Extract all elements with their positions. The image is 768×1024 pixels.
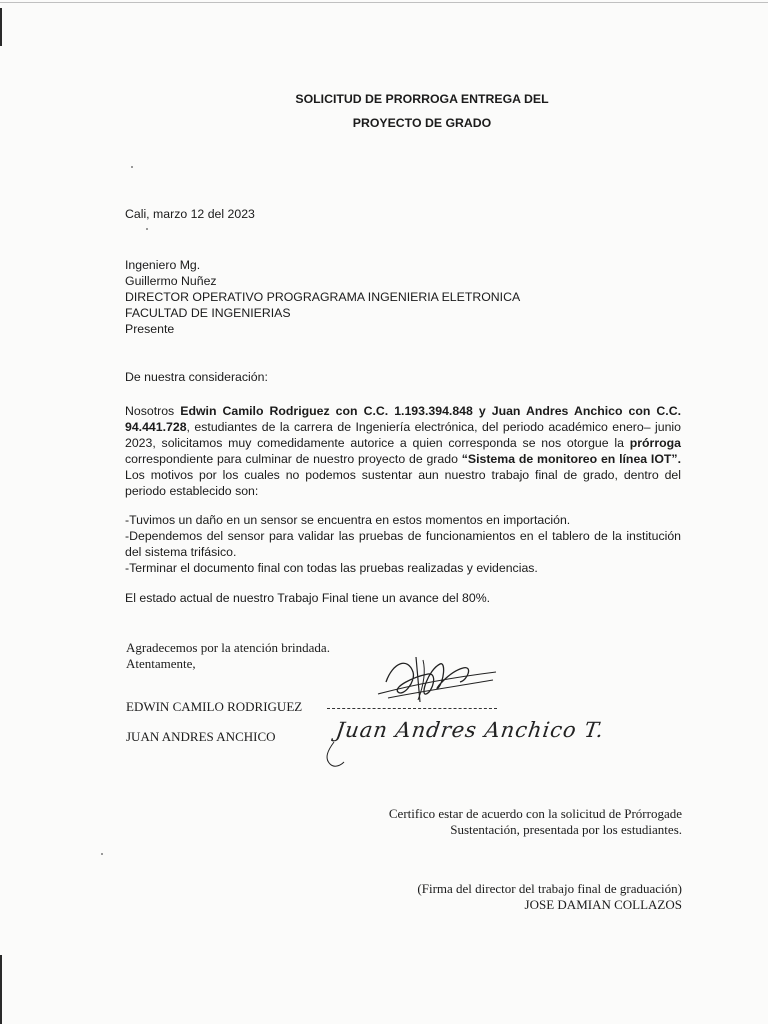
body-line: 2023, solicitamos muy comedidamente autorice a quien corresponda se nos otorgue la prórroga: [125, 436, 681, 450]
director-block: [417, 881, 682, 913]
certification-line2: Sustentación, presentada por los estudiantes.: [450, 822, 682, 837]
letter-date: Cali, marzo 12 del 2023: [125, 207, 255, 221]
signer-name-2: JUAN ANDRES ANCHICO: [126, 729, 276, 744]
body-line: Los motivos por los cuales no podemos sustentar aun nuestro trabajo final de grado, dentro del: [125, 468, 681, 482]
signature-scribble-1: [368, 652, 508, 712]
progress-statement: El estado actual de nuestro Trabajo Final tiene un avance del 80%.: [125, 591, 491, 605]
scan-speck: [101, 853, 103, 855]
certification-block: [389, 806, 682, 838]
document-title-line2: PROYECTO DE GRADO: [352, 116, 492, 130]
scan-speck: [146, 228, 148, 230]
body-line: periodo establecido son:: [125, 484, 259, 498]
body-line: correspondiente para culminar de nuestro proyecto de grado “Sistema de monitoreo en línea IOT”.: [125, 452, 681, 466]
signature-handwritten-2: Juan Andres Anchico T.: [334, 718, 606, 742]
body-line: 94.441.728, estudiantes de la carrera de Ingeniería electrónica, del periodo académico enero– junio: [125, 420, 681, 434]
reason-item: -Tuvimos un daño en un sensor se encuentra en estos momentos en importación.: [125, 513, 571, 527]
reasons-list: [125, 512, 681, 576]
recipient-title: Ingeniero Mg.: [125, 258, 201, 272]
recipient-position: DIRECTOR OPERATIVO PROGRAGRAMA INGENIERIA ELETRONICA: [125, 290, 521, 304]
director-caption: (Firma del director del trabajo final de graduación): [417, 881, 682, 896]
recipient-presente: Presente: [125, 322, 175, 336]
salutation: De nuestra consideración:: [125, 370, 268, 384]
closing-thanks: Agradecemos por la atención brindada.: [126, 640, 330, 655]
certification-line1: Certifico estar de acuerdo con la solicitud de Prórrogade: [388, 806, 682, 821]
recipient-name: Guillermo Nuñez: [125, 274, 217, 288]
recipient-block: [125, 257, 520, 337]
director-name: JOSE DAMIAN COLLAZOS: [524, 897, 682, 912]
closing-block: [126, 640, 330, 672]
body-line: Nosotros Edwin Camilo Rodriguez con C.C. 1.193.394.848 y Juan Andres Anchico con C.C.: [125, 404, 682, 418]
document-title-line1: SOLICITUD DE PRORROGA ENTREGA DEL: [295, 92, 549, 106]
scan-edge-left-bottom: [0, 955, 2, 1024]
reason-item: -Terminar el documento final con todas las pruebas realizadas y evidencias.: [125, 561, 538, 575]
signer-name-1: EDWIN CAMILO RODRIGUEZ: [126, 699, 303, 714]
signature-flourish-2: [320, 740, 360, 770]
recipient-faculty: FACULTAD DE INGENIERIAS: [125, 306, 291, 320]
reason-item: -Dependemos del sensor para validar las pruebas de funcionamientos en el tablero de la institución: [125, 529, 681, 543]
body-paragraph: [125, 403, 681, 499]
scan-edge-top: [0, 2, 768, 3]
scan-speck: [131, 166, 133, 168]
closing-regards: Atentamente,: [126, 656, 196, 671]
scan-edge-left-top: [0, 8, 2, 46]
reason-item-continued: del sistema trifásico.: [125, 545, 237, 559]
